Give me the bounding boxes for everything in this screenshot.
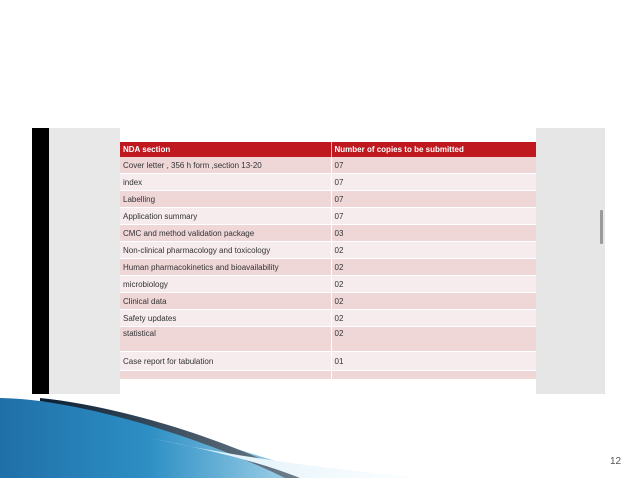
table-row bbox=[120, 293, 536, 310]
right-margin bbox=[536, 128, 605, 394]
copies-cell: 07 bbox=[331, 174, 536, 191]
left-edge-bar bbox=[32, 128, 49, 394]
copies-cell: 02 bbox=[331, 293, 536, 310]
section-cell: index bbox=[120, 174, 331, 191]
table-row bbox=[120, 157, 536, 174]
header-nda-section: NDA section bbox=[120, 142, 331, 157]
section-cell: Case report for tabulation bbox=[120, 352, 331, 371]
table-row bbox=[120, 174, 536, 191]
table-row bbox=[120, 225, 536, 242]
section-cell: Cover letter , 356 h form ,section 13-20 bbox=[120, 157, 331, 174]
copies-cell: 02 bbox=[331, 310, 536, 327]
wave-decoration bbox=[0, 398, 430, 478]
table-header-row bbox=[120, 142, 536, 157]
copies-cell: 07 bbox=[331, 157, 536, 174]
copies-cell: 02 bbox=[331, 276, 536, 293]
left-margin bbox=[49, 128, 120, 394]
section-cell: Labelling bbox=[120, 191, 331, 208]
section-cell: CMC and method validation package bbox=[120, 225, 331, 242]
copies-cell: 07 bbox=[331, 208, 536, 225]
table-row bbox=[120, 208, 536, 225]
table-row bbox=[120, 352, 536, 371]
section-cell: statistical bbox=[120, 327, 331, 352]
scrollbar-thumb[interactable] bbox=[600, 210, 603, 244]
table-row bbox=[120, 310, 536, 327]
table-row bbox=[120, 242, 536, 259]
empty-cell bbox=[120, 371, 331, 380]
section-cell: Non-clinical pharmacology and toxicology bbox=[120, 242, 331, 259]
copies-cell: 02 bbox=[331, 327, 536, 352]
page-number: 12 bbox=[610, 456, 622, 467]
table-row bbox=[120, 327, 536, 352]
table-row bbox=[120, 259, 536, 276]
empty-cell bbox=[331, 371, 536, 380]
copies-cell: 03 bbox=[331, 225, 536, 242]
section-cell: microbiology bbox=[120, 276, 331, 293]
section-cell: Human pharmacokinetics and bioavailability bbox=[120, 259, 331, 276]
table-row-empty bbox=[120, 371, 536, 380]
header-copies: Number of copies to be submitted bbox=[331, 142, 536, 157]
copies-cell: 02 bbox=[331, 242, 536, 259]
nda-table bbox=[120, 142, 537, 380]
table-panel bbox=[120, 128, 536, 394]
section-cell: Application summary bbox=[120, 208, 331, 225]
copies-cell: 02 bbox=[331, 259, 536, 276]
copies-cell: 07 bbox=[331, 191, 536, 208]
copies-cell: 01 bbox=[331, 352, 536, 371]
table-row bbox=[120, 276, 536, 293]
section-cell: Safety updates bbox=[120, 310, 331, 327]
table-row bbox=[120, 191, 536, 208]
document-frame bbox=[32, 128, 605, 394]
section-cell: Clinical data bbox=[120, 293, 331, 310]
